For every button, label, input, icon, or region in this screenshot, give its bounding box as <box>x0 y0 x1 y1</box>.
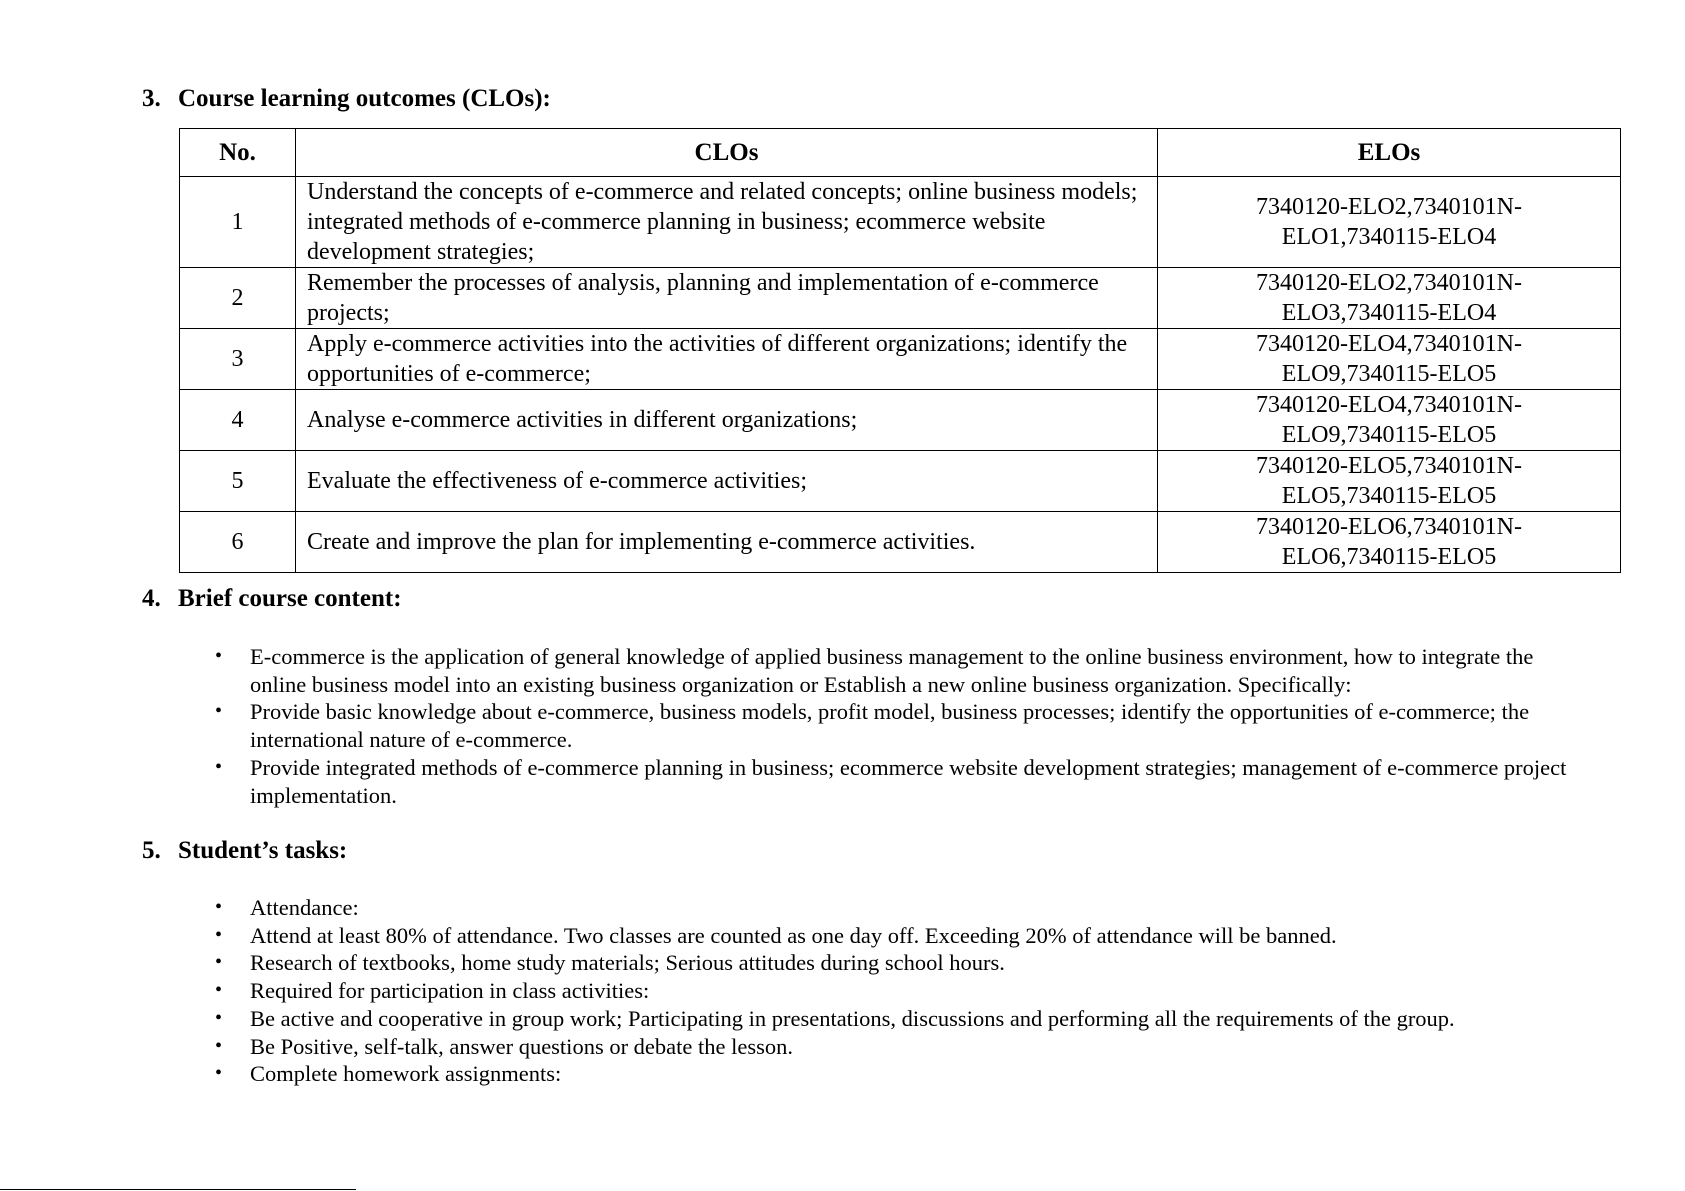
list-item-text: Complete homework assignments: <box>250 1061 562 1087</box>
row-number: 6 <box>180 512 296 573</box>
table-header-row <box>180 129 1621 177</box>
header-no: No. <box>180 129 296 177</box>
table-row <box>180 390 1621 451</box>
bullet-icon: • <box>215 951 223 974</box>
section-number: 4. <box>142 585 161 612</box>
elo-codes <box>1158 268 1621 329</box>
clo-description: Analyse e-commerce activities in different organizations; <box>296 390 1158 451</box>
list-item-text: Attend at least 80% of attendance. Two classes are counted as one day off. Exceeding 20% of attendance will be banned. <box>250 922 1337 948</box>
bullet-icon: • <box>215 979 223 1002</box>
section-number: 3. <box>142 85 161 112</box>
bullet-icon: • <box>215 755 223 778</box>
clo-table <box>179 128 1621 573</box>
list-item <box>0 922 1585 950</box>
bullet-icon: • <box>215 645 223 667</box>
list-item-text: Provide basic knowledge about e-commerce, business models, profit model, business processes; identify the opportunities of e-commerce; the international nature of e-commerce. <box>250 699 1530 753</box>
bullet-icon: • <box>215 896 223 918</box>
row-number: 2 <box>180 268 296 329</box>
elo-line: 7340120-ELO5,7340101N- <box>1256 453 1522 479</box>
content-bullet-list <box>0 643 1585 809</box>
elo-codes <box>1158 177 1621 268</box>
header-elos: ELOs <box>1158 129 1621 177</box>
elo-line: ELO5,7340115-ELO5 <box>1281 483 1497 509</box>
list-item <box>0 754 1585 809</box>
table-row <box>180 268 1621 329</box>
row-number: 5 <box>180 451 296 512</box>
list-item-text: Research of textbooks, home study materials; Serious attitudes during school hours. <box>250 950 1005 976</box>
clo-description: Create and improve the plan for implementing e-commerce activities. <box>296 512 1158 573</box>
list-item-text: Be active and cooperative in group work; Participating in presentations, discussions and performing all the requirements of the group. <box>250 1005 1455 1031</box>
elo-codes <box>1158 329 1621 390</box>
elo-line: ELO3,7340115-ELO4 <box>1281 300 1497 326</box>
elo-codes <box>1158 390 1621 451</box>
list-item-text: Be Positive, self-talk, answer questions or debate the lesson. <box>250 1033 794 1059</box>
elo-codes <box>1158 451 1621 512</box>
elo-line: ELO9,7340115-ELO5 <box>1281 361 1497 387</box>
elo-codes <box>1158 512 1621 573</box>
header-clos: CLOs <box>296 129 1158 177</box>
elo-line: 7340120-ELO6,7340101N- <box>1256 514 1522 540</box>
bullet-icon: • <box>215 700 223 723</box>
table-row <box>180 329 1621 390</box>
elo-line: ELO9,7340115-ELO5 <box>1281 422 1497 448</box>
clo-description: Apply e-commerce activities into the activities of different organizations; identify the opportunities of e-commerce; <box>296 329 1158 390</box>
list-item <box>0 698 1585 753</box>
section-title: Student’s tasks: <box>178 837 348 864</box>
table-row <box>180 451 1621 512</box>
bullet-icon: • <box>215 1062 223 1085</box>
clo-description: Evaluate the effectiveness of e-commerce activities; <box>296 451 1158 512</box>
list-item <box>0 643 1585 698</box>
footnote-divider <box>0 1189 356 1190</box>
list-item <box>0 894 1585 922</box>
tasks-bullet-list <box>0 894 1585 1088</box>
section-title: Brief course content: <box>178 585 402 612</box>
table-row <box>180 512 1621 573</box>
table-row <box>180 177 1621 268</box>
list-item <box>0 1005 1585 1033</box>
list-item-text: E-commerce is the application of general knowledge of applied business management to the online business environment, how to integrate the online business model into an existing business organization or Establish a new online business organization. Specifically: <box>250 644 1534 697</box>
clo-description: Understand the concepts of e-commerce and related concepts; online business models; integrated methods of e-commerce planning in business; ecommerce website development strategies; <box>296 177 1158 268</box>
row-number: 1 <box>180 177 296 268</box>
elo-line: 7340120-ELO2,7340101N- <box>1256 194 1522 220</box>
section-heading-content <box>142 584 402 614</box>
row-number: 3 <box>180 329 296 390</box>
bullet-icon: • <box>215 1034 223 1057</box>
list-item <box>0 949 1585 977</box>
list-item <box>0 977 1585 1005</box>
section-title: Course learning outcomes (CLOs): <box>178 85 551 112</box>
elo-line: ELO6,7340115-ELO5 <box>1281 544 1497 570</box>
list-item <box>0 1033 1585 1061</box>
clo-description: Remember the processes of analysis, planning and implementation of e-commerce projects; <box>296 268 1158 329</box>
elo-line: ELO1,7340115-ELO4 <box>1281 224 1497 250</box>
section-number: 5. <box>142 837 161 864</box>
elo-line: 7340120-ELO2,7340101N- <box>1256 270 1522 296</box>
section-heading-clos <box>142 84 551 114</box>
bullet-icon: • <box>215 1006 223 1029</box>
bullet-icon: • <box>215 923 223 946</box>
list-item-text: Required for participation in class activities: <box>250 978 650 1004</box>
elo-line: 7340120-ELO4,7340101N- <box>1256 331 1522 357</box>
list-item-text: Provide integrated methods of e-commerce planning in business; ecommerce website development strategies; management of e-commerce project implementation. <box>250 754 1567 808</box>
list-item <box>0 1060 1585 1088</box>
row-number: 4 <box>180 390 296 451</box>
section-heading-tasks <box>142 836 347 866</box>
list-item-text: Attendance: <box>250 895 359 920</box>
elo-line: 7340120-ELO4,7340101N- <box>1256 392 1522 418</box>
